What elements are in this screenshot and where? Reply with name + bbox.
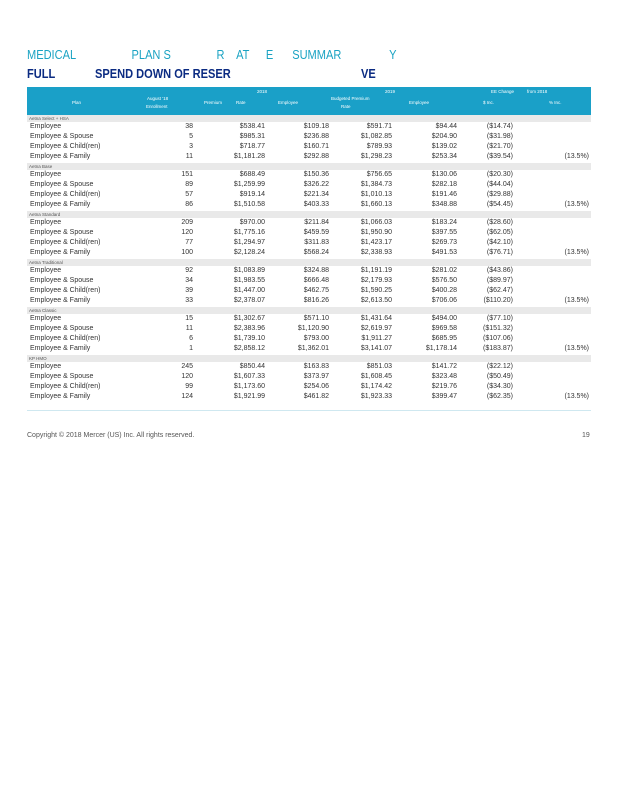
employee-2018-value: $1,120.90 (297, 325, 329, 332)
enrollment-value: 245 (181, 363, 193, 370)
premium-2018-value: $2,383.96 (233, 325, 265, 332)
plan-name: Employee (30, 123, 62, 130)
budgeted-2019-value: $1,384.73 (360, 181, 392, 188)
header-plan: Plan (72, 100, 82, 105)
employee-2018-value: $109.18 (303, 123, 329, 130)
employee-2018-value: $666.48 (303, 277, 329, 284)
premium-2018-value: $1,181.28 (233, 153, 265, 160)
premium-2018-value: $1,510.58 (233, 201, 265, 208)
employee-2019-value: $969.58 (431, 325, 457, 332)
employee-2019-value: $399.47 (431, 393, 457, 400)
table-header (27, 87, 591, 115)
ee-change-value: ($110.20) (483, 297, 513, 304)
employee-2018-value: $1,362.01 (297, 345, 329, 352)
table-row (27, 266, 591, 276)
plan-group-label: Aetna Base (27, 163, 591, 170)
title-word: SUMMAR (292, 47, 342, 62)
plan-name: Employee (30, 315, 62, 322)
header-year-2019: 2019 (385, 89, 396, 94)
header-rate-2018: Rate (236, 100, 246, 105)
enrollment-value: 92 (185, 267, 193, 274)
table-row (27, 122, 591, 132)
budgeted-2019-value: $3,141.07 (360, 345, 392, 352)
budgeted-2019-value: $789.93 (366, 143, 392, 150)
employee-2018-value: $373.97 (303, 373, 329, 380)
table-row (27, 334, 591, 344)
employee-2018-value: $326.22 (303, 181, 329, 188)
table-row (27, 170, 591, 180)
header-ee-change: EE Change (491, 89, 515, 94)
employee-2019-value: $282.18 (431, 181, 457, 188)
ee-change-value: ($62.05) (486, 229, 513, 236)
budgeted-2019-value: $2,179.93 (360, 277, 392, 284)
premium-2018-value: $985.31 (239, 133, 265, 140)
premium-2018-value: $1,447.00 (233, 287, 265, 294)
employee-2019-value: $323.48 (431, 373, 457, 380)
header-enrollment-1: August '18 (147, 96, 169, 101)
employee-2019-value: $219.76 (431, 383, 457, 390)
group-spacer (27, 402, 591, 403)
table-row (27, 314, 591, 324)
bottom-divider (27, 410, 591, 411)
table-row (27, 362, 591, 372)
enrollment-value: 151 (181, 171, 193, 178)
ee-change-value: ($42.10) (486, 239, 513, 246)
budgeted-2019-value: $1,590.25 (360, 287, 392, 294)
table-row (27, 296, 591, 306)
employee-2019-value: $685.95 (431, 335, 457, 342)
premium-2018-value: $1,259.99 (233, 181, 265, 188)
enrollment-value: 38 (185, 123, 193, 130)
title-word: SPEND DOWN OF RESER (95, 66, 231, 81)
budgeted-2019-value: $1,191.19 (360, 267, 392, 274)
employee-2018-value: $236.88 (303, 133, 329, 140)
header-premium: Premium (204, 100, 223, 105)
employee-2018-value: $160.71 (303, 143, 329, 150)
ee-change-value: ($107.06) (483, 335, 513, 342)
plan-name: Employee & Family (30, 345, 91, 352)
premium-2018-value: $1,921.99 (233, 393, 265, 400)
enrollment-value: 120 (181, 373, 193, 380)
ee-change-value: ($34.30) (486, 383, 513, 390)
pct-change-value: (13.5%) (564, 345, 589, 352)
title-word: MEDICAL (27, 47, 77, 62)
title-word: PLAN S (131, 47, 171, 62)
premium-2018-value: $2,128.24 (233, 249, 265, 256)
table-row (27, 392, 591, 402)
ee-change-value: ($14.74) (486, 123, 513, 130)
employee-2019-value: $94.44 (435, 123, 457, 130)
ee-change-value: ($76.71) (486, 249, 513, 256)
enrollment-value: 57 (185, 191, 193, 198)
budgeted-2019-value: $2,613.50 (360, 297, 392, 304)
ee-change-value: ($77.10) (486, 315, 513, 322)
plan-group-label: Aetna Select + HSA (27, 115, 591, 122)
employee-2018-value: $403.33 (303, 201, 329, 208)
table-row (27, 132, 591, 142)
title-word: Y (389, 47, 397, 62)
employee-2019-value: $191.46 (431, 191, 457, 198)
budgeted-2019-value: $591.71 (366, 123, 392, 130)
premium-2018-value: $1,983.55 (233, 277, 265, 284)
employee-2018-value: $793.00 (303, 335, 329, 342)
plan-name: Employee & Child(ren) (30, 191, 101, 198)
plan-name: Employee & Spouse (30, 325, 94, 332)
employee-2018-value: $211.84 (304, 219, 329, 226)
title-word: VE (361, 66, 376, 81)
header-dollar-inc: $ Inc. (483, 100, 495, 105)
premium-2018-value: $1,302.67 (233, 315, 265, 322)
title-word: E (265, 47, 274, 62)
budgeted-2019-value: $1,423.17 (360, 239, 392, 246)
header-budgeted-1: Budgeted Premium (331, 96, 370, 101)
ee-change-value: ($22.12) (486, 363, 513, 370)
table-row (27, 152, 591, 162)
plan-name: Employee & Spouse (30, 133, 94, 140)
employee-2019-value: $706.06 (431, 297, 457, 304)
ee-change-value: ($62.35) (486, 393, 513, 400)
ee-change-value: ($43.86) (486, 267, 513, 274)
enrollment-value: 39 (185, 287, 193, 294)
ee-change-value: ($183.87) (483, 345, 513, 352)
premium-2018-value: $1,083.89 (233, 267, 265, 274)
enrollment-value: 5 (189, 133, 193, 140)
header-employee-2019: Employee (409, 100, 430, 105)
enrollment-value: 100 (181, 249, 193, 256)
employee-2019-value: $348.88 (431, 201, 457, 208)
rate-table-body (27, 115, 591, 403)
employee-2019-value: $400.28 (431, 287, 457, 294)
budgeted-2019-value: $1,923.33 (360, 393, 392, 400)
employee-2018-value: $462.75 (303, 287, 329, 294)
enrollment-value: 1 (189, 345, 193, 352)
employee-2019-value: $494.00 (431, 315, 457, 322)
employee-2018-value: $163.83 (303, 363, 329, 370)
employee-2018-value: $461.82 (303, 393, 329, 400)
ee-change-value: ($20.30) (486, 171, 513, 178)
budgeted-2019-value: $1,066.03 (360, 219, 392, 226)
table-row (27, 228, 591, 238)
table-row (27, 382, 591, 392)
plan-name: Employee (30, 219, 62, 226)
premium-2018-value: $1,739.10 (233, 335, 265, 342)
employee-2019-value: $281.02 (431, 267, 457, 274)
header-pct-inc: % Inc. (549, 100, 562, 105)
title-word: AT (236, 47, 250, 62)
plan-name: Employee & Family (30, 249, 91, 256)
premium-2018-value: $538.41 (239, 123, 265, 130)
plan-name: Employee & Spouse (30, 373, 94, 380)
employee-2019-value: $491.53 (431, 249, 457, 256)
enrollment-value: 124 (181, 393, 193, 400)
title-word: FULL (27, 66, 56, 81)
enrollment-value: 11 (185, 153, 193, 160)
header-enrollment-2: Enrollment (146, 104, 168, 109)
header-from-2018: from 2018 (527, 89, 548, 94)
table-row (27, 180, 591, 190)
enrollment-value: 120 (181, 229, 193, 236)
copyright-text: Copyright © 2018 Mercer (US) Inc. All rights reserved. (27, 432, 195, 439)
budgeted-2019-value: $1,174.42 (360, 383, 392, 390)
budgeted-2019-value: $1,010.13 (360, 191, 392, 198)
header-employee-2018: Employee (278, 100, 299, 105)
title-word: R (216, 47, 225, 62)
enrollment-value: 209 (181, 219, 193, 226)
plan-name: Employee (30, 363, 62, 370)
plan-name: Employee & Child(ren) (30, 239, 101, 246)
budgeted-2019-value: $1,082.85 (360, 133, 392, 140)
ee-change-value: ($89.97) (486, 277, 513, 284)
premium-2018-value: $2,858.12 (233, 345, 265, 352)
plan-name: Employee & Family (30, 201, 91, 208)
budgeted-2019-value: $1,431.64 (360, 315, 392, 322)
plan-name: Employee & Family (30, 297, 91, 304)
table-row (27, 286, 591, 296)
table-row (27, 276, 591, 286)
plan-group-label: Aetna Classic (27, 307, 591, 314)
employee-2019-value: $576.50 (431, 277, 457, 284)
plan-group-label: Aetna Standard (27, 211, 591, 218)
plan-name: Employee & Child(ren) (30, 383, 101, 390)
page-number: 19 (582, 432, 590, 439)
premium-2018-value: $2,378.07 (233, 297, 265, 304)
plan-group-label: KP HMO (27, 355, 591, 362)
premium-2018-value: $970.00 (239, 219, 265, 226)
ee-change-value: ($31.98) (486, 133, 513, 140)
table-row (27, 190, 591, 200)
employee-2019-value: $269.73 (431, 239, 457, 246)
employee-2018-value: $254.06 (303, 383, 329, 390)
employee-2018-value: $568.24 (303, 249, 329, 256)
header-budgeted-2: Rate (341, 104, 351, 109)
employee-2019-value: $183.24 (431, 219, 457, 226)
header-year-2018: 2018 (257, 89, 268, 94)
premium-2018-value: $1,173.60 (233, 383, 265, 390)
enrollment-value: 99 (185, 383, 193, 390)
ee-change-value: ($50.49) (486, 373, 513, 380)
table-row (27, 324, 591, 334)
ee-change-value: ($44.04) (486, 181, 513, 188)
premium-2018-value: $850.44 (239, 363, 265, 370)
plan-name: Employee & Spouse (30, 229, 94, 236)
plan-group-label: Aetna Traditional (27, 259, 591, 266)
ee-change-value: ($21.70) (486, 143, 513, 150)
plan-name: Employee & Child(ren) (30, 335, 101, 342)
pct-change-value: (13.5%) (564, 201, 589, 208)
employee-2019-value: $253.34 (431, 153, 457, 160)
budgeted-2019-value: $1,298.23 (360, 153, 392, 160)
ee-change-value: ($151.32) (483, 325, 513, 332)
enrollment-value: 15 (185, 315, 193, 322)
employee-2018-value: $571.10 (303, 315, 329, 322)
ee-change-value: ($29.88) (486, 191, 513, 198)
enrollment-value: 34 (185, 277, 193, 284)
premium-2018-value: $688.49 (239, 171, 265, 178)
enrollment-value: 33 (185, 297, 193, 304)
table-row (27, 218, 591, 228)
pct-change-value: (13.5%) (564, 297, 589, 304)
employee-2018-value: $292.88 (303, 153, 329, 160)
employee-2019-value: $130.06 (431, 171, 457, 178)
ee-change-value: ($28.60) (486, 219, 513, 226)
enrollment-value: 77 (185, 239, 193, 246)
premium-2018-value: $1,294.97 (233, 239, 265, 246)
budgeted-2019-value: $1,950.90 (360, 229, 392, 236)
table-row (27, 238, 591, 248)
budgeted-2019-value: $1,608.45 (360, 373, 392, 380)
plan-name: Employee & Child(ren) (30, 287, 101, 294)
table-row (27, 344, 591, 354)
premium-2018-value: $718.77 (239, 143, 265, 150)
plan-name: Employee (30, 171, 62, 178)
plan-name: Employee (30, 267, 62, 274)
premium-2018-value: $1,775.16 (233, 229, 265, 236)
pct-change-value: (13.5%) (564, 153, 589, 160)
enrollment-value: 86 (185, 201, 193, 208)
plan-name: Employee & Child(ren) (30, 143, 101, 150)
budgeted-2019-value: $2,338.93 (360, 249, 392, 256)
ee-change-value: ($62.47) (486, 287, 513, 294)
employee-2019-value: $141.72 (431, 363, 457, 370)
employee-2018-value: $221.34 (303, 191, 329, 198)
ee-change-value: ($54.45) (486, 201, 513, 208)
premium-2018-value: $1,607.33 (233, 373, 265, 380)
budgeted-2019-value: $1,911.27 (361, 335, 392, 342)
enrollment-value: 89 (185, 181, 193, 188)
enrollment-value: 11 (185, 325, 193, 332)
enrollment-value: 3 (189, 143, 193, 150)
plan-name: Employee & Spouse (30, 277, 94, 284)
employee-2019-value: $1,178.14 (425, 345, 457, 352)
enrollment-value: 6 (189, 335, 193, 342)
employee-2019-value: $139.02 (431, 143, 457, 150)
employee-2018-value: $459.59 (303, 229, 329, 236)
ee-change-value: ($39.54) (486, 153, 513, 160)
budgeted-2019-value: $851.03 (366, 363, 392, 370)
plan-name: Employee & Spouse (30, 181, 94, 188)
plan-name: Employee & Family (30, 153, 91, 160)
employee-2019-value: $204.90 (431, 133, 457, 140)
employee-2018-value: $311.83 (304, 239, 329, 246)
premium-2018-value: $919.14 (239, 191, 265, 198)
pct-change-value: (13.5%) (564, 393, 589, 400)
budgeted-2019-value: $1,660.13 (360, 201, 392, 208)
employee-2018-value: $816.26 (303, 297, 329, 304)
budgeted-2019-value: $2,619.97 (360, 325, 392, 332)
employee-2018-value: $150.36 (303, 171, 329, 178)
employee-2018-value: $324.88 (303, 267, 329, 274)
table-row (27, 372, 591, 382)
budgeted-2019-value: $756.65 (366, 171, 392, 178)
pct-change-value: (13.5%) (564, 249, 589, 256)
table-row (27, 142, 591, 152)
table-row (27, 200, 591, 210)
employee-2019-value: $397.55 (431, 229, 457, 236)
table-row (27, 248, 591, 258)
plan-name: Employee & Family (30, 393, 91, 400)
